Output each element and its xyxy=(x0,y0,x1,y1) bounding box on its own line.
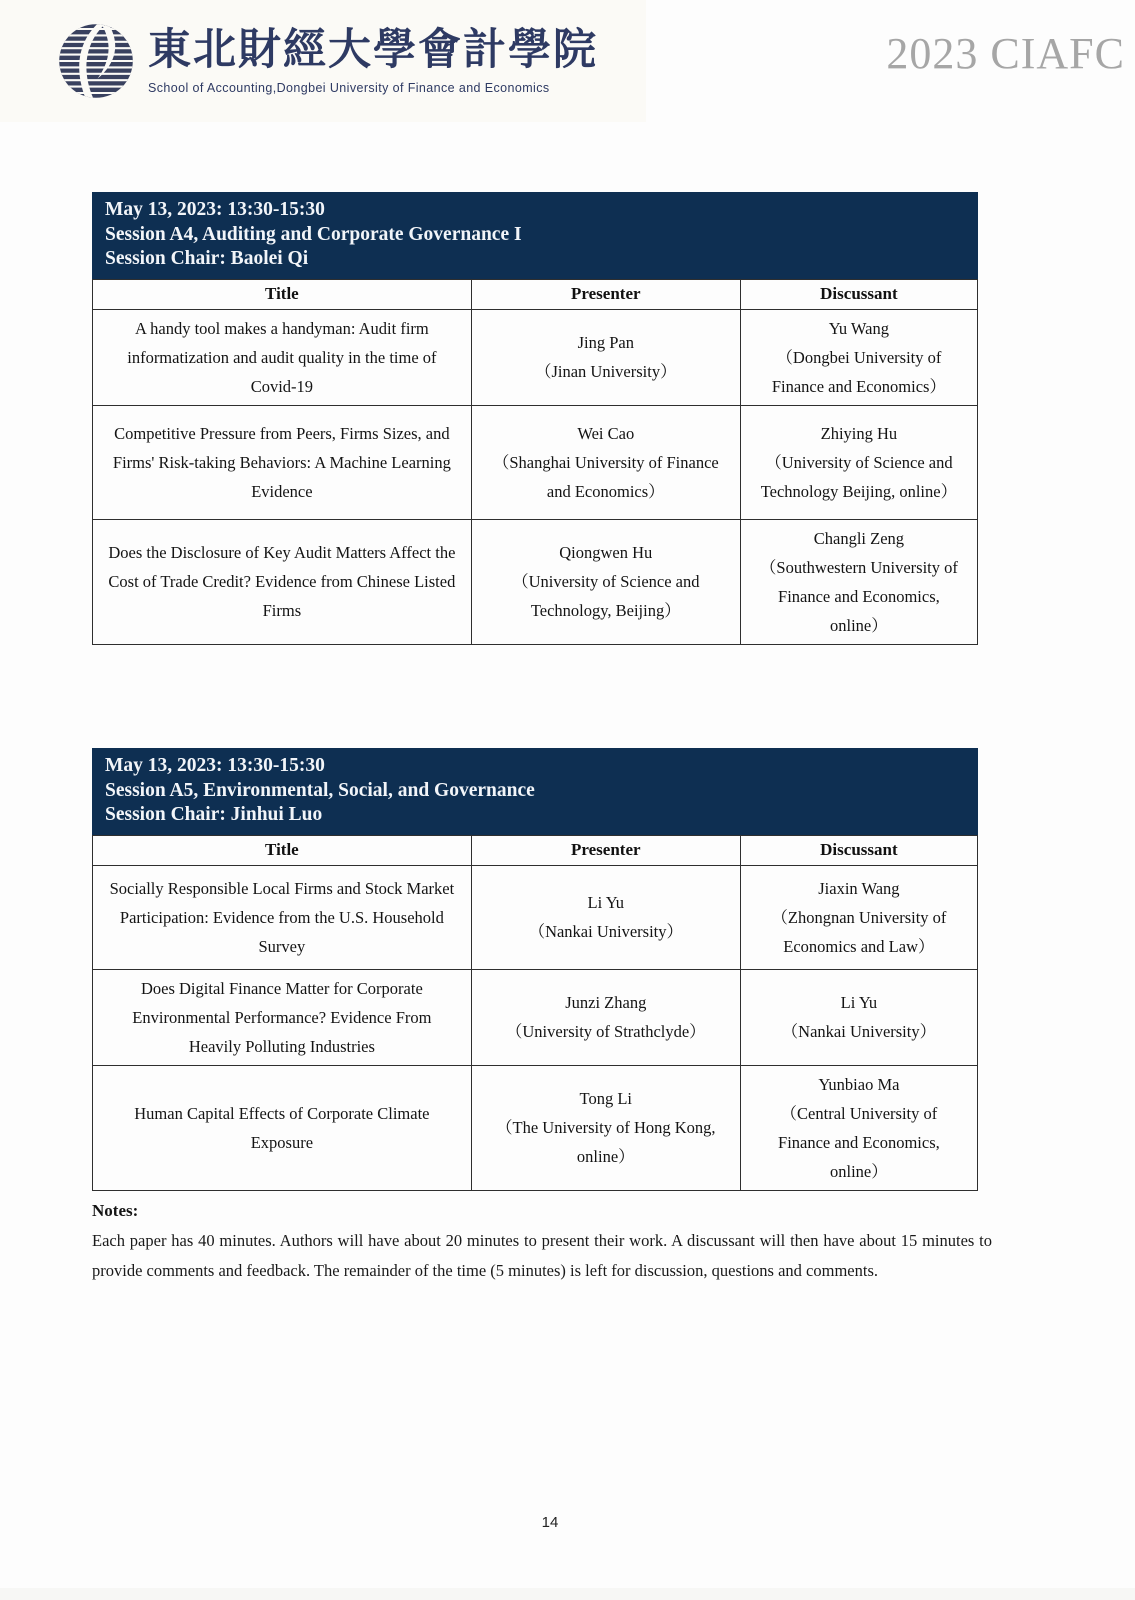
globe-logo-icon xyxy=(56,21,136,101)
paper-title: Does the Disclosure of Key Audit Matters Affect the Cost of Trade Credit? Evidence from Chinese Listed Firms xyxy=(93,519,472,644)
discussant-cell xyxy=(740,405,977,519)
table-row xyxy=(93,405,978,519)
column-header-discussant: Discussant xyxy=(740,835,977,865)
table-row xyxy=(93,309,978,405)
paper-title: Competitive Pressure from Peers, Firms Sizes, and Firms' Risk-taking Behaviors: A Machine Learning Evidence xyxy=(93,405,472,519)
footer-strip xyxy=(0,1588,1135,1600)
notes-body: Each paper has 40 minutes. Authors will have about 20 minutes to present their work. A discussant will then have about 15 minutes to provide comments and feedback. The remainder of the time (5 minutes) is left for discussion, questions and comments. xyxy=(92,1231,992,1280)
presenter-affiliation: （University of Science and Technology, Beijing） xyxy=(512,572,700,620)
school-english-subtitle: School of Accounting,Dongbei University of Finance and Economics xyxy=(148,80,550,95)
session-a4-header xyxy=(92,192,978,279)
discussant-cell xyxy=(740,1065,977,1190)
session-a4-chair: Session Chair: Baolei Qi xyxy=(105,248,309,269)
presenter-affiliation: （Nankai University） xyxy=(528,922,683,941)
session-a4-table xyxy=(92,279,978,645)
session-a5-header xyxy=(92,748,978,835)
discussant-name: Jiaxin Wang xyxy=(818,878,900,898)
presenter-cell xyxy=(471,865,740,969)
discussant-affiliation: （Southwestern University of Finance and Economics, online） xyxy=(759,557,958,635)
session-a5-datetime: May 13, 2023: 13:30-15:30 xyxy=(105,755,325,776)
discussant-affiliation: （Dongbei University of Finance and Economics） xyxy=(771,347,946,396)
column-header-presenter: Presenter xyxy=(471,835,740,865)
discussant-name: Zhiying Hu xyxy=(820,423,898,443)
presenter-name: Jing Pan xyxy=(577,333,634,352)
school-chinese-title: 東北財經大學會計學院 xyxy=(148,27,598,75)
presenter-affiliation: （Jinan University） xyxy=(534,362,677,381)
discussant-name: Li Yu xyxy=(840,993,878,1012)
presenter-name: Qiongwen Hu xyxy=(559,543,653,562)
presenter-name: Wei Cao xyxy=(577,423,635,443)
session-a4-block xyxy=(92,192,978,645)
presenter-cell xyxy=(471,1065,740,1190)
table-row xyxy=(93,865,978,969)
presenter-name: Li Yu xyxy=(587,893,625,912)
paper-title: Human Capital Effects of Corporate Climate Exposure xyxy=(93,1065,472,1190)
discussant-name: Changli Zeng xyxy=(813,528,905,548)
column-header-discussant: Discussant xyxy=(740,279,977,309)
table-row xyxy=(93,969,978,1065)
column-header-title: Title xyxy=(93,835,472,865)
table-row xyxy=(93,1065,978,1190)
session-a5-table xyxy=(92,835,978,1191)
column-header-title: Title xyxy=(93,279,472,309)
discussant-affiliation: （University of Science and Technology Beijing, online） xyxy=(760,452,958,501)
presenter-cell xyxy=(471,405,740,519)
discussant-cell xyxy=(740,519,977,644)
discussant-affiliation: （Central University of Finance and Economics, online） xyxy=(778,1103,940,1181)
discussant-cell xyxy=(740,969,977,1065)
paper-title: Socially Responsible Local Firms and Stock Market Participation: Evidence from the U.S. Household Survey xyxy=(93,865,472,969)
paper-title: A handy tool makes a handyman: Audit firm informatization and audit quality in the time of Covid-19 xyxy=(93,309,472,405)
presenter-cell xyxy=(471,309,740,405)
presenter-name: Tong Li xyxy=(579,1089,633,1108)
discussant-name: Yunbiao Ma xyxy=(818,1074,900,1094)
paper-title: Does Digital Finance Matter for Corporate Environmental Performance? Evidence From Heavily Polluting Industries xyxy=(93,969,472,1065)
table-row xyxy=(93,519,978,644)
presenter-affiliation: （University of Strathclyde） xyxy=(505,1022,706,1041)
page-number: 14 xyxy=(541,1514,559,1531)
discussant-affiliation: （Zhongnan University of Economics and Law） xyxy=(771,907,947,956)
session-a5-block xyxy=(92,748,978,1191)
school-banner xyxy=(0,0,646,122)
column-header-row xyxy=(93,835,978,865)
presenter-affiliation: （The University of Hong Kong, online） xyxy=(496,1118,716,1166)
discussant-name: Yu Wang xyxy=(828,318,890,338)
presenter-cell xyxy=(471,969,740,1065)
conference-badge: 2023 CIAFC xyxy=(886,29,1125,78)
session-a4-datetime: May 13, 2023: 13:30-15:30 xyxy=(105,199,325,220)
presenter-name: Junzi Zhang xyxy=(565,993,647,1012)
column-header-presenter: Presenter xyxy=(471,279,740,309)
discussant-cell xyxy=(740,309,977,405)
presenter-cell xyxy=(471,519,740,644)
column-header-row xyxy=(93,279,978,309)
presenter-affiliation: （Shanghai University of Finance and Economics） xyxy=(492,452,719,501)
notes-section xyxy=(92,1196,992,1286)
discussant-cell xyxy=(740,865,977,969)
discussant-affiliation: （Nankai University） xyxy=(781,1022,937,1041)
session-a5-chair: Session Chair: Jinhui Luo xyxy=(105,804,323,825)
session-a5-title: Session A5, Environmental, Social, and Governance xyxy=(105,779,535,801)
session-a4-title: Session A4, Auditing and Corporate Governance I xyxy=(105,223,522,245)
notes-heading: Notes: xyxy=(92,1201,139,1220)
